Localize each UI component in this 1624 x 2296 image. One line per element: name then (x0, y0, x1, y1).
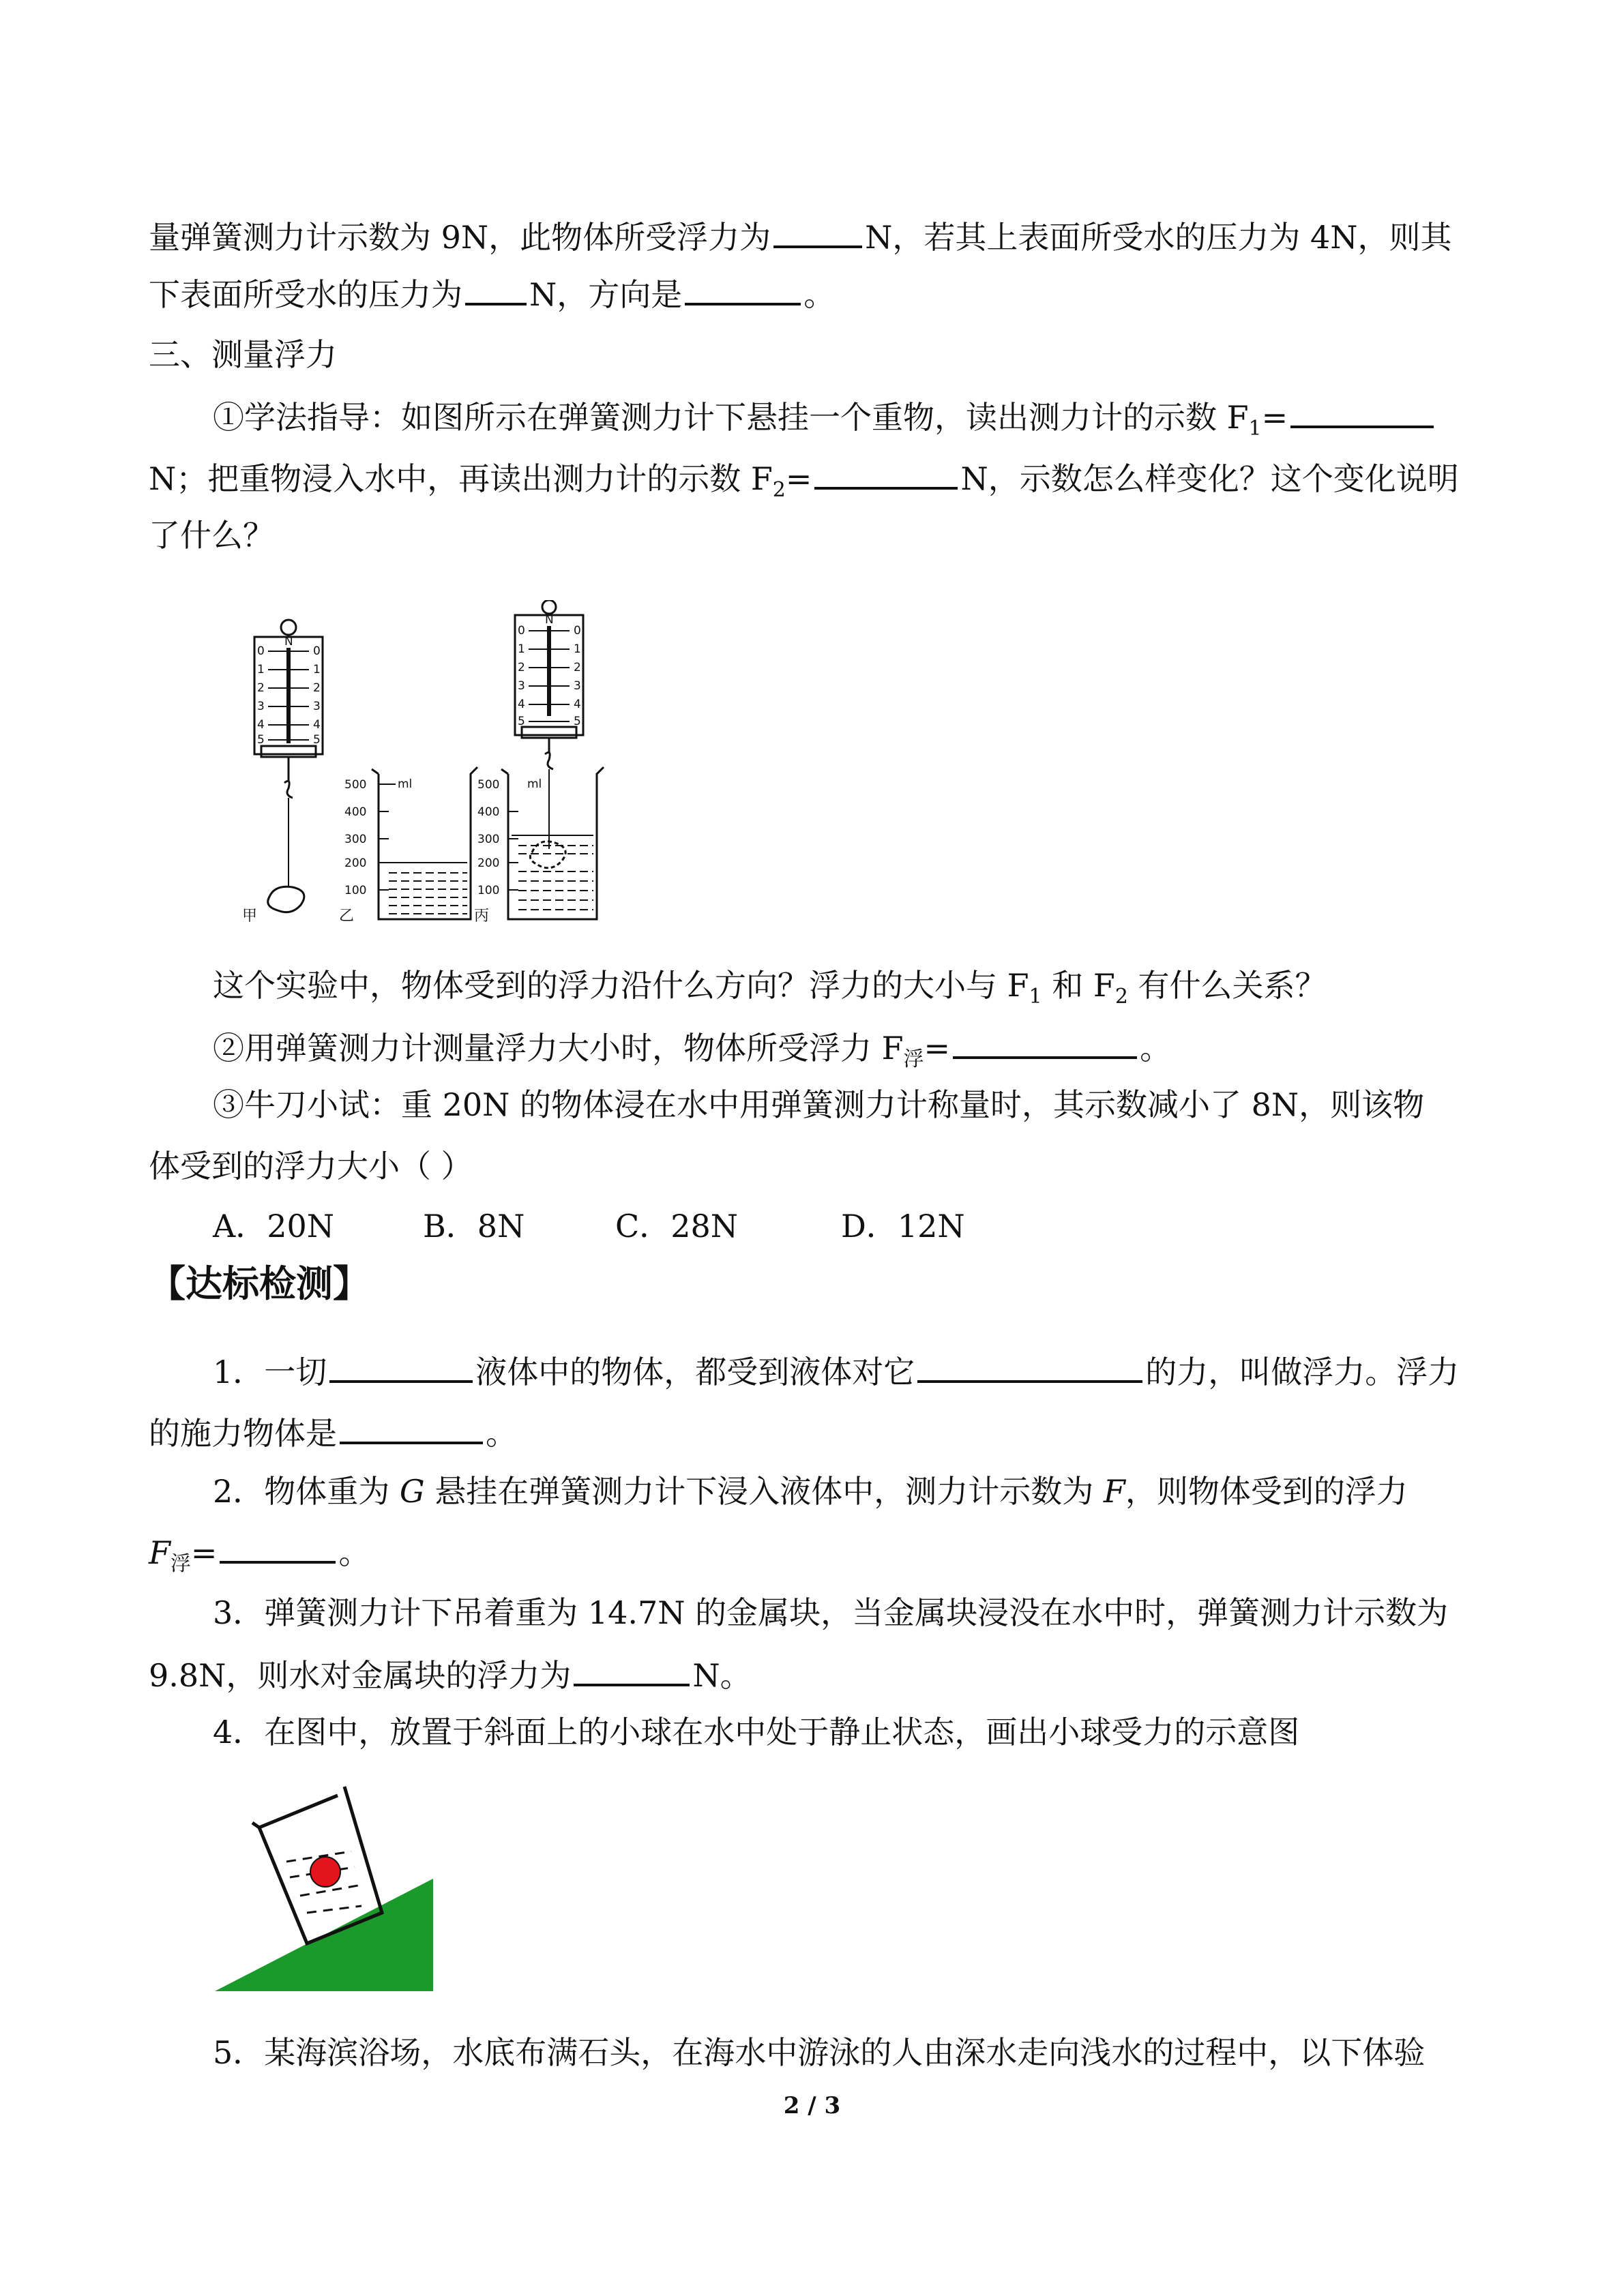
question-1-cont (149, 1412, 517, 1454)
text: 量弹簧测力计示数为 9N，此物体所受浮力为 (149, 219, 771, 256)
variable-f: F (1103, 1473, 1125, 1510)
variable-g: G (399, 1473, 425, 1510)
option-c[interactable]: C．28N (615, 1208, 738, 1244)
tick-label: 1 (257, 663, 265, 676)
scale-label: N (284, 635, 293, 648)
text: 的施力物体是 (149, 1415, 337, 1452)
tick-label: 4 (313, 718, 321, 732)
beaker-tick: 500 (344, 778, 367, 792)
text: N。 (692, 1657, 752, 1694)
fill-blank[interactable] (953, 1026, 1137, 1059)
question-3: 3．弹簧测力计下吊着重为 14.7N 的金属块，当金属块浸没在水中时，弹簧测力计示数为 (213, 1594, 1449, 1631)
text: 1．一切 (213, 1354, 327, 1390)
text-line (213, 965, 1327, 1017)
fill-blank[interactable] (814, 457, 958, 490)
text: N，若其上表面所受水的压力为 4N，则其 (865, 219, 1452, 256)
figure-label-bing: 丙 (474, 908, 490, 925)
fill-blank[interactable] (1290, 396, 1434, 428)
section-heading: 【达标检测】 (149, 1262, 370, 1305)
beaker-tick: 200 (477, 856, 500, 870)
fill-blank[interactable] (685, 273, 801, 305)
beaker-unit: ml (527, 777, 542, 791)
text: N，方向是 (529, 276, 683, 313)
tick-label: 2 (257, 681, 265, 695)
tick-label: 1 (574, 642, 581, 656)
text-line: ③牛刀小试：重 20N 的物体浸在水中用弹簧测力计称量时，其示数减小了 8N，则该物 (213, 1086, 1425, 1123)
text: 。 (338, 1534, 370, 1571)
inclined-beaker-figure (211, 1776, 437, 1995)
text-line (149, 457, 1459, 511)
tick-label: 3 (518, 679, 525, 693)
beaker-yi (372, 767, 477, 919)
tick-label: 3 (313, 700, 321, 713)
text: ①学法指导：如图所示在弹簧测力计下悬挂一个重物，读出测力计的示数 F (213, 399, 1249, 436)
text: N；把重物浸入水中，再读出测力计的示数 F (149, 460, 773, 497)
text: ，则物体受到的浮力 (1125, 1473, 1408, 1510)
beaker-tick: 200 (344, 856, 367, 870)
fill-blank[interactable] (465, 273, 527, 305)
fill-blank[interactable] (574, 1654, 690, 1686)
beaker-tick: 300 (344, 833, 367, 846)
text: = (1261, 399, 1288, 436)
text: 2．物体重为 (213, 1473, 400, 1510)
text: 。 (486, 1415, 517, 1452)
text: 。 (803, 276, 836, 313)
tick-label: 4 (518, 698, 525, 711)
text: 下表面所受水的压力为 (149, 276, 462, 313)
tick-label: 0 (574, 624, 581, 638)
text: 的力，叫做浮力。浮力 (1145, 1354, 1460, 1390)
question-1 (213, 1350, 1459, 1392)
spring-scale-jia (254, 620, 323, 912)
text-line: 了什么？ (149, 517, 274, 554)
text: 有什么关系？ (1127, 967, 1327, 1004)
subscript: 浮 (903, 1047, 924, 1071)
text: 液体中的物体，都受到液体对它 (475, 1354, 915, 1390)
tick-label: 5 (257, 733, 265, 747)
text: = (785, 460, 812, 497)
spring-scale-bing (515, 600, 583, 868)
beaker-tick: 100 (344, 884, 367, 897)
tick-label: 5 (518, 715, 525, 728)
text-line (149, 273, 835, 315)
figure-label-yi: 乙 (339, 908, 355, 925)
scale-label: N (545, 613, 554, 627)
red-ball (310, 1857, 340, 1887)
option-b[interactable]: B．8N (423, 1208, 525, 1244)
text: = (924, 1030, 951, 1067)
tick-label: 2 (574, 661, 581, 674)
beaker-tick: 100 (477, 884, 500, 897)
text: 悬挂在弹簧测力计下浸入液体中，测力计示数为 (424, 1473, 1104, 1510)
fill-blank[interactable] (220, 1531, 336, 1564)
question-2-cont (149, 1531, 370, 1585)
tick-label: 3 (257, 700, 265, 713)
tick-label: 0 (518, 624, 525, 638)
subscript: 1 (1248, 417, 1262, 441)
subscript: 2 (1114, 985, 1128, 1009)
fill-blank[interactable] (329, 1350, 473, 1383)
tick-label: 3 (574, 679, 581, 693)
fill-blank[interactable] (917, 1350, 1142, 1383)
text-line: 体受到的浮力大小（ ） (149, 1148, 473, 1184)
tick-label: 0 (313, 644, 321, 658)
text: 和 F (1042, 967, 1115, 1004)
page-number: 2 / 3 (783, 2092, 841, 2119)
question-5: 5．某海滨浴场，水底布满石头，在海水中游泳的人由深水走向浅水的过程中，以下体验 (213, 2034, 1426, 2071)
text: 。 (1140, 1030, 1172, 1067)
tick-label: 0 (257, 644, 265, 658)
text-line (213, 1026, 1171, 1080)
beaker-tick: 400 (344, 805, 367, 819)
text: N，示数怎么样变化？这个变化说明 (960, 460, 1459, 497)
question-3-cont (149, 1654, 752, 1696)
figure-label-jia: 甲 (242, 908, 258, 925)
beaker-tick: 400 (477, 805, 500, 819)
option-d[interactable]: D．12N (841, 1208, 965, 1244)
beaker-tick: 500 (477, 778, 500, 792)
fill-blank[interactable] (773, 215, 862, 248)
tick-label: 5 (313, 733, 321, 747)
subscript: 浮 (170, 1552, 191, 1576)
text-line (213, 396, 1436, 449)
tick-label: 5 (574, 715, 581, 728)
text: ②用弹簧测力计测量浮力大小时，物体所受浮力 F (213, 1030, 904, 1067)
fill-blank[interactable] (340, 1412, 483, 1444)
text: 9.8N，则水对金属块的浮力为 (149, 1657, 572, 1694)
question-2 (213, 1471, 1408, 1512)
option-a[interactable]: A．20N (213, 1208, 335, 1244)
text: = (190, 1534, 218, 1571)
beaker-bing (501, 767, 604, 919)
question-4: 4．在图中，放置于斜面上的小球在水中处于静止状态，画出小球受力的示意图 (213, 1714, 1300, 1750)
beaker-tick: 300 (477, 833, 500, 846)
tick-label: 1 (518, 642, 525, 656)
beaker-unit: ml (398, 777, 413, 791)
tick-label: 2 (518, 661, 525, 674)
tick-label: 4 (257, 718, 265, 732)
section-title: 三、测量浮力 (149, 336, 337, 373)
variable-f: F (149, 1534, 171, 1571)
tick-label: 2 (313, 681, 321, 695)
text: 这个实验中，物体受到的浮力沿什么方向？浮力的大小与 F (213, 967, 1029, 1004)
subscript: 2 (772, 478, 786, 503)
spring-scale-experiment-figure (242, 600, 610, 934)
tick-label: 4 (574, 698, 581, 711)
tick-label: 1 (313, 663, 321, 676)
subscript: 1 (1029, 985, 1042, 1009)
text-line (149, 215, 1452, 258)
